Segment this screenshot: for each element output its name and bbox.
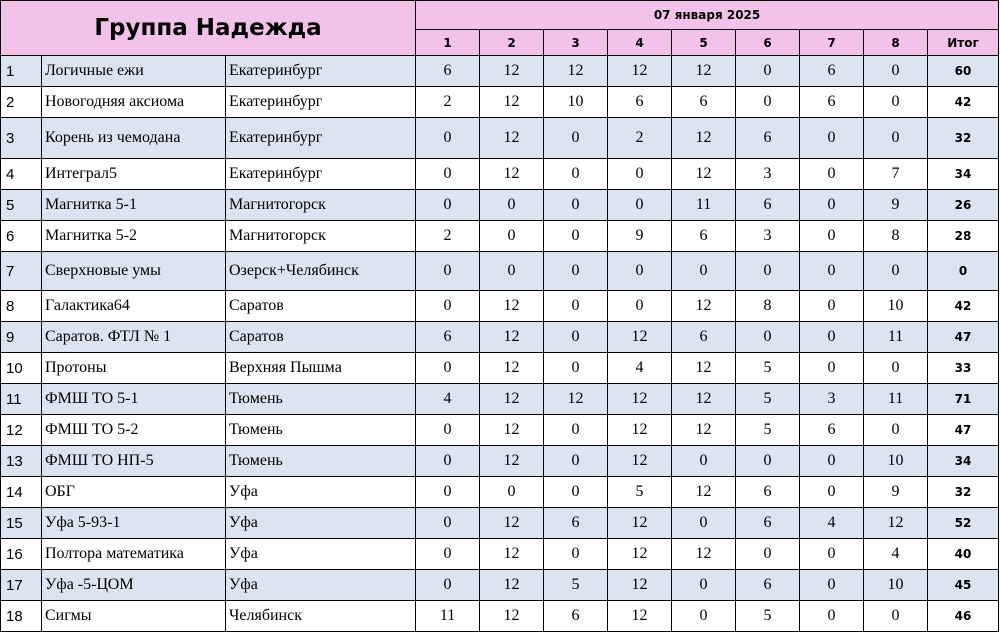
round-score: 0 xyxy=(544,415,608,446)
row-number: 4 xyxy=(1,159,42,190)
table-row xyxy=(1,221,999,252)
round-score: 12 xyxy=(480,353,544,384)
round-score: 0 xyxy=(608,159,672,190)
team-city: Верхняя Пышма xyxy=(226,353,416,384)
round-score: 0 xyxy=(480,221,544,252)
team-city: Екатеринбург xyxy=(226,87,416,118)
round-score: 5 xyxy=(544,570,608,601)
round-score: 0 xyxy=(864,252,928,291)
total-score: 28 xyxy=(928,221,999,252)
row-number: 6 xyxy=(1,221,42,252)
round-score: 0 xyxy=(608,190,672,221)
round-score: 0 xyxy=(864,118,928,159)
round-score: 0 xyxy=(800,601,864,632)
round-score: 9 xyxy=(864,190,928,221)
round-score: 8 xyxy=(736,291,800,322)
round-score: 0 xyxy=(800,252,864,291)
team-name: Уфа -5-ЦОМ xyxy=(42,570,226,601)
round-score: 0 xyxy=(480,190,544,221)
round-score: 12 xyxy=(480,118,544,159)
round-score: 12 xyxy=(672,353,736,384)
team-city: Тюмень xyxy=(226,384,416,415)
team-name: ФМШ ТО 5-2 xyxy=(42,415,226,446)
total-score: 42 xyxy=(928,87,999,118)
round-score: 0 xyxy=(864,601,928,632)
team-city: Уфа xyxy=(226,508,416,539)
round-score: 0 xyxy=(416,570,480,601)
total-score: 40 xyxy=(928,539,999,570)
round-score: 12 xyxy=(608,539,672,570)
round-score: 0 xyxy=(672,508,736,539)
round-score: 12 xyxy=(480,601,544,632)
round-score: 0 xyxy=(736,252,800,291)
column-header-round: 7 xyxy=(800,30,864,56)
round-score: 0 xyxy=(416,353,480,384)
team-city: Уфа xyxy=(226,570,416,601)
round-score: 6 xyxy=(416,322,480,353)
team-city: Озерск+Челябинск xyxy=(226,252,416,291)
round-score: 0 xyxy=(544,539,608,570)
team-city: Челябинск xyxy=(226,601,416,632)
team-name: Саратов. ФТЛ № 1 xyxy=(42,322,226,353)
round-score: 0 xyxy=(416,539,480,570)
round-score: 11 xyxy=(864,322,928,353)
row-number: 9 xyxy=(1,322,42,353)
round-score: 0 xyxy=(800,570,864,601)
round-score: 6 xyxy=(736,477,800,508)
total-score: 0 xyxy=(928,252,999,291)
round-score: 12 xyxy=(672,539,736,570)
round-score: 0 xyxy=(416,477,480,508)
round-score: 0 xyxy=(544,252,608,291)
round-score: 0 xyxy=(544,221,608,252)
team-name: Новогодняя аксиома xyxy=(42,87,226,118)
round-score: 0 xyxy=(544,446,608,477)
row-number: 2 xyxy=(1,87,42,118)
column-header-total: Итог xyxy=(928,30,999,56)
total-score: 71 xyxy=(928,384,999,415)
round-score: 12 xyxy=(608,601,672,632)
group-title: Группа Надежда xyxy=(1,1,416,56)
round-score: 0 xyxy=(800,118,864,159)
row-number: 7 xyxy=(1,252,42,291)
round-score: 12 xyxy=(480,446,544,477)
round-score: 0 xyxy=(416,446,480,477)
round-score: 12 xyxy=(864,508,928,539)
table-row xyxy=(1,322,999,353)
round-score: 2 xyxy=(416,221,480,252)
round-score: 6 xyxy=(736,570,800,601)
round-score: 12 xyxy=(480,539,544,570)
round-score: 6 xyxy=(672,221,736,252)
round-score: 12 xyxy=(672,477,736,508)
round-score: 12 xyxy=(480,570,544,601)
round-score: 0 xyxy=(672,570,736,601)
row-number: 13 xyxy=(1,446,42,477)
table-row xyxy=(1,118,999,159)
date-header: 07 января 2025 xyxy=(416,1,999,30)
round-score: 0 xyxy=(800,159,864,190)
round-score: 2 xyxy=(608,118,672,159)
row-number: 11 xyxy=(1,384,42,415)
round-score: 0 xyxy=(416,291,480,322)
round-score: 0 xyxy=(672,252,736,291)
team-city: Саратов xyxy=(226,291,416,322)
round-score: 0 xyxy=(544,322,608,353)
round-score: 11 xyxy=(416,601,480,632)
team-name: Магнитка 5-2 xyxy=(42,221,226,252)
round-score: 6 xyxy=(672,322,736,353)
team-name: Сверхновые умы xyxy=(42,252,226,291)
round-score: 12 xyxy=(672,56,736,87)
round-score: 5 xyxy=(608,477,672,508)
table-row xyxy=(1,539,999,570)
total-score: 45 xyxy=(928,570,999,601)
team-city: Уфа xyxy=(226,477,416,508)
column-header-round: 5 xyxy=(672,30,736,56)
team-name: Уфа 5-93-1 xyxy=(42,508,226,539)
round-score: 0 xyxy=(608,252,672,291)
total-score: 52 xyxy=(928,508,999,539)
round-score: 0 xyxy=(416,508,480,539)
round-score: 12 xyxy=(672,118,736,159)
round-score: 12 xyxy=(480,291,544,322)
round-score: 11 xyxy=(672,190,736,221)
team-city: Екатеринбург xyxy=(226,159,416,190)
round-score: 10 xyxy=(864,291,928,322)
team-city: Екатеринбург xyxy=(226,118,416,159)
round-score: 9 xyxy=(864,477,928,508)
round-score: 12 xyxy=(608,415,672,446)
round-score: 12 xyxy=(480,159,544,190)
round-score: 3 xyxy=(736,159,800,190)
team-city: Саратов xyxy=(226,322,416,353)
round-score: 0 xyxy=(800,190,864,221)
round-score: 12 xyxy=(608,446,672,477)
round-score: 0 xyxy=(416,252,480,291)
row-number: 17 xyxy=(1,570,42,601)
round-score: 12 xyxy=(544,384,608,415)
round-score: 5 xyxy=(736,384,800,415)
round-score: 0 xyxy=(416,118,480,159)
row-number: 5 xyxy=(1,190,42,221)
total-score: 26 xyxy=(928,190,999,221)
round-score: 0 xyxy=(480,252,544,291)
table-row xyxy=(1,508,999,539)
table-row xyxy=(1,415,999,446)
round-score: 8 xyxy=(864,221,928,252)
round-score: 0 xyxy=(800,446,864,477)
round-score: 0 xyxy=(544,291,608,322)
total-score: 47 xyxy=(928,322,999,353)
round-score: 6 xyxy=(608,87,672,118)
column-header-round: 8 xyxy=(864,30,928,56)
round-score: 0 xyxy=(544,159,608,190)
round-score: 12 xyxy=(608,56,672,87)
round-score: 12 xyxy=(672,291,736,322)
round-score: 0 xyxy=(864,56,928,87)
column-header-round: 4 xyxy=(608,30,672,56)
total-score: 33 xyxy=(928,353,999,384)
round-score: 10 xyxy=(864,570,928,601)
round-score: 12 xyxy=(608,384,672,415)
row-number: 3 xyxy=(1,118,42,159)
team-city: Екатеринбург xyxy=(226,56,416,87)
round-score: 4 xyxy=(608,353,672,384)
round-score: 0 xyxy=(672,601,736,632)
column-header-round: 2 xyxy=(480,30,544,56)
round-score: 6 xyxy=(736,190,800,221)
round-score: 12 xyxy=(480,322,544,353)
round-score: 0 xyxy=(544,118,608,159)
column-header-round: 3 xyxy=(544,30,608,56)
round-score: 12 xyxy=(480,415,544,446)
round-score: 0 xyxy=(736,87,800,118)
total-score: 32 xyxy=(928,477,999,508)
round-score: 12 xyxy=(480,508,544,539)
column-header-round: 6 xyxy=(736,30,800,56)
round-score: 12 xyxy=(672,159,736,190)
team-name: Полтора математика xyxy=(42,539,226,570)
round-score: 12 xyxy=(480,87,544,118)
round-score: 3 xyxy=(736,221,800,252)
round-score: 0 xyxy=(800,221,864,252)
round-score: 9 xyxy=(608,221,672,252)
team-name: Корень из чемодана xyxy=(42,118,226,159)
round-score: 12 xyxy=(608,508,672,539)
round-score: 0 xyxy=(608,291,672,322)
total-score: 42 xyxy=(928,291,999,322)
round-score: 5 xyxy=(736,601,800,632)
table-row xyxy=(1,446,999,477)
team-city: Магнитогорск xyxy=(226,190,416,221)
round-score: 0 xyxy=(544,353,608,384)
table-row xyxy=(1,570,999,601)
round-score: 6 xyxy=(544,601,608,632)
round-score: 6 xyxy=(800,56,864,87)
round-score: 0 xyxy=(800,539,864,570)
table-row xyxy=(1,601,999,632)
round-score: 0 xyxy=(800,477,864,508)
total-score: 34 xyxy=(928,159,999,190)
round-score: 10 xyxy=(544,87,608,118)
row-number: 14 xyxy=(1,477,42,508)
row-number: 18 xyxy=(1,601,42,632)
team-name: ФМШ ТО 5-1 xyxy=(42,384,226,415)
header-row-date xyxy=(1,1,999,30)
column-header-round: 1 xyxy=(416,30,480,56)
row-number: 16 xyxy=(1,539,42,570)
round-score: 12 xyxy=(480,384,544,415)
round-score: 0 xyxy=(864,353,928,384)
round-score: 12 xyxy=(608,570,672,601)
round-score: 0 xyxy=(800,353,864,384)
team-city: Магнитогорск xyxy=(226,221,416,252)
round-score: 12 xyxy=(672,384,736,415)
row-number: 15 xyxy=(1,508,42,539)
team-name: Интеграл5 xyxy=(42,159,226,190)
table-row xyxy=(1,353,999,384)
round-score: 6 xyxy=(800,415,864,446)
round-score: 0 xyxy=(736,56,800,87)
round-score: 10 xyxy=(864,446,928,477)
row-number: 8 xyxy=(1,291,42,322)
row-number: 12 xyxy=(1,415,42,446)
round-score: 11 xyxy=(864,384,928,415)
team-city: Уфа xyxy=(226,539,416,570)
round-score: 12 xyxy=(544,56,608,87)
team-name: Магнитка 5-1 xyxy=(42,190,226,221)
round-score: 6 xyxy=(416,56,480,87)
round-score: 0 xyxy=(672,446,736,477)
table-row xyxy=(1,384,999,415)
table-row xyxy=(1,87,999,118)
round-score: 4 xyxy=(864,539,928,570)
round-score: 6 xyxy=(800,87,864,118)
round-score: 7 xyxy=(864,159,928,190)
round-score: 0 xyxy=(736,446,800,477)
table-body xyxy=(1,56,999,632)
total-score: 60 xyxy=(928,56,999,87)
team-city: Тюмень xyxy=(226,415,416,446)
round-score: 0 xyxy=(736,539,800,570)
round-score: 0 xyxy=(480,477,544,508)
row-number: 1 xyxy=(1,56,42,87)
round-score: 0 xyxy=(544,477,608,508)
total-score: 46 xyxy=(928,601,999,632)
round-score: 0 xyxy=(800,322,864,353)
round-score: 4 xyxy=(416,384,480,415)
round-score: 6 xyxy=(736,118,800,159)
round-score: 12 xyxy=(480,56,544,87)
team-name: Сигмы xyxy=(42,601,226,632)
team-name: Логичные ежи xyxy=(42,56,226,87)
round-score: 5 xyxy=(736,353,800,384)
round-score: 0 xyxy=(416,190,480,221)
round-score: 0 xyxy=(864,87,928,118)
round-score: 12 xyxy=(672,415,736,446)
team-name: ФМШ ТО НП-5 xyxy=(42,446,226,477)
round-score: 3 xyxy=(800,384,864,415)
round-score: 0 xyxy=(800,291,864,322)
round-score: 0 xyxy=(864,415,928,446)
team-name: ОБГ xyxy=(42,477,226,508)
round-score: 0 xyxy=(736,322,800,353)
table-row xyxy=(1,190,999,221)
team-name: Галактика64 xyxy=(42,291,226,322)
row-number: 10 xyxy=(1,353,42,384)
table-row xyxy=(1,56,999,87)
round-score: 6 xyxy=(736,508,800,539)
table-row xyxy=(1,252,999,291)
round-score: 6 xyxy=(544,508,608,539)
table-row xyxy=(1,159,999,190)
round-score: 2 xyxy=(416,87,480,118)
round-score: 0 xyxy=(416,415,480,446)
team-name: Протоны xyxy=(42,353,226,384)
round-score: 6 xyxy=(672,87,736,118)
table-row xyxy=(1,291,999,322)
round-score: 12 xyxy=(608,322,672,353)
round-score: 0 xyxy=(416,159,480,190)
team-city: Тюмень xyxy=(226,446,416,477)
round-score: 5 xyxy=(736,415,800,446)
total-score: 47 xyxy=(928,415,999,446)
round-score: 0 xyxy=(544,190,608,221)
total-score: 34 xyxy=(928,446,999,477)
table-row xyxy=(1,477,999,508)
total-score: 32 xyxy=(928,118,999,159)
round-score: 4 xyxy=(800,508,864,539)
